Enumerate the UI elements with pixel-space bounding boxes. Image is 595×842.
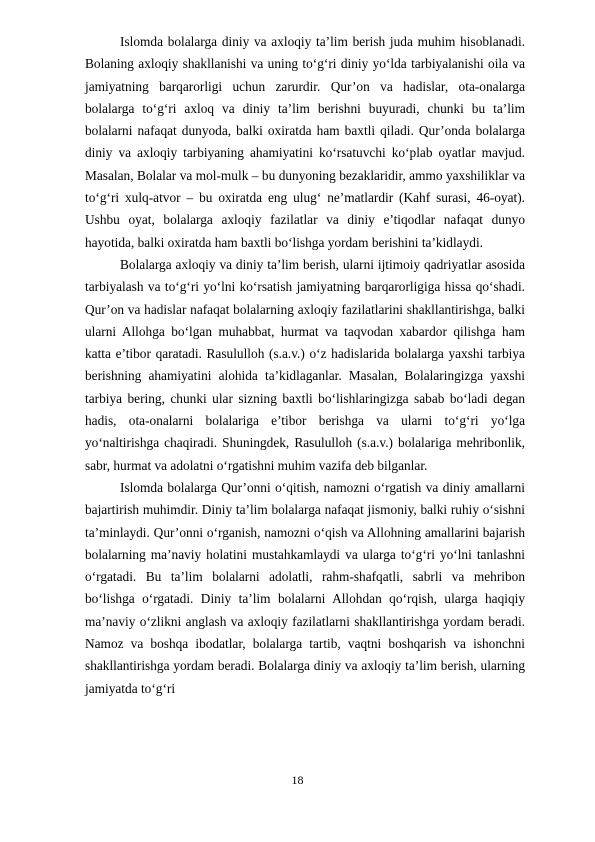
page-number: 18 [291, 773, 304, 787]
paragraph: Bolalarga axloqiy va diniy ta’lim berish, ularni ijtimoiy qadriyatlar asosida tarbiyalash va to‘g‘ri yo‘lni ko‘rsatish jamiyatning barqarorligiga hissa qo‘shadi. Qur’on va hadislar nafaqat bolalarning axloqiy fazilatlarini shakllantirishga, balki ularni Allohga bo‘lgan muhabbat, hurmat va taqvodan xabardor qilishga ham katta e’tibor qaratadi. Rasululloh (s.a.v.) o‘z hadislarida bolalarga yaxshi tarbiya berishning ahamiyatini alohida ta’kidlaganlar. Masalan, Bolalaringizga yaxshi tarbiya bering, chunki ular sizning baxtli bo‘lishlaringizga sabab bo‘ladi degan hadis, ota-onalarni bolalariga e’tibor berishga va ularni to‘g‘ri yo‘lga yo‘naltirishga chaqiradi. Shuningdek, Rasululloh (s.a.v.) bolalariga mehribonlik, sabr, hurmat va adolatni o‘rgatishni muhim vazifa deb bilganlar. [85, 256, 525, 473]
paragraph: Islomda bolalarga Qur’onni o‘qitish, namozni o‘rgatish va diniy amallarni bajartirish muhimdir. Diniy ta’lim bolalarga nafaqat jismoniy, balki ruhiy o‘sishni ta’minlaydi. Qur’onni o‘rganish, namozni o‘qish va Allohning amallarini bajarish bolalarning ma’naviy holatini mustahkamlaydi va ularga to‘g‘ri yo‘lni tanlashni o‘rgatadi. Bu ta’lim bolalarni adolatli, rahm-shafqatli, sabrli va mehribon bo‘lishga o‘rgatadi. Diniy ta’lim bolalarni Allohdan qo‘rqish, ularga haqiqiy ma’naviy o‘zlikni anglash va axloqiy fazilatlarni shakllantirishga yordam beradi. Namoz va boshqa ibodatlar, bolalarga tartib, vaqtni boshqarish va ishonchni shakllantirishga yordam beradi. Bolalarga diniy va axloqiy ta’lim berish, ularning jamiyatda to‘g‘ri [85, 479, 525, 696]
body-text [85, 31, 525, 700]
paragraph: Islomda bolalarga diniy va axloqiy ta’lim berish juda muhim hisoblanadi. Bolaning axloqiy shakllanishi va uning to‘g‘ri diniy yo‘lda tarbiyalanishi oila va jamiyatning barqarorligi uchun zarurdir. Qur’on va hadislar, ota-onalarga bolalarga to‘g‘ri axloq va diniy ta’lim berishni buyuradi, chunki bu ta’lim bolalarni nafaqat dunyoda, balki oxiratda ham baxtli qiladi. Qur’onda bolalarga diniy va axloqiy tarbiyaning ahamiyatini ko‘rsatuvchi ko‘plab oyatlar mavjud. Masalan, Bolalar va mol-mulk – bu dunyoning bezaklaridir, ammo yaxshiliklar va to‘g‘ri xulq-atvor – bu oxiratda eng ulug‘ ne’matlardir (Kahf surasi, 46-oyat). Ushbu oyat, bolalarga axloqiy fazilatlar va diniy e’tiqodlar nafaqat dunyo hayotida, balki oxiratda ham baxtli bo‘lishga yordam berishini ta’kidlaydi. [85, 34, 525, 250]
